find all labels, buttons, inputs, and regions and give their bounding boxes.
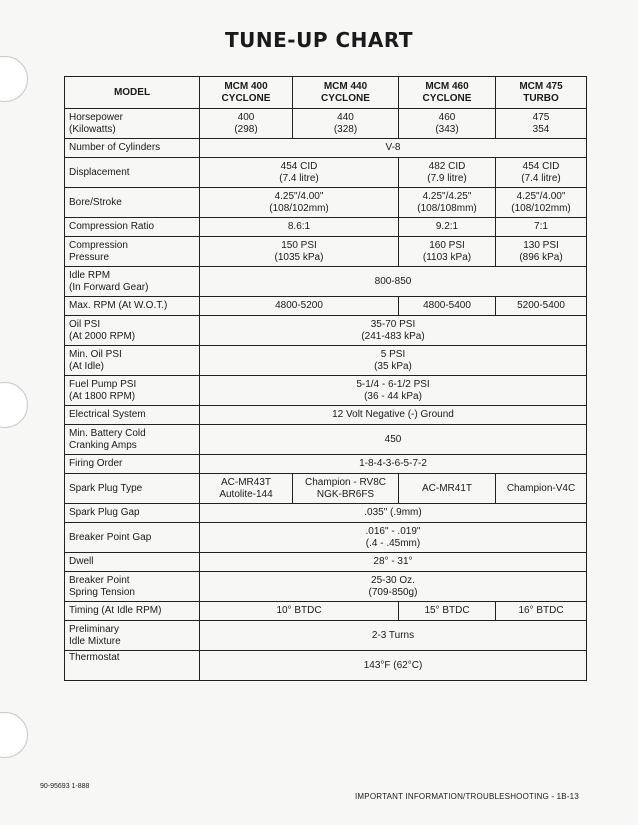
row-oil-psi xyxy=(65,316,587,346)
label-bore-stroke: Bore/Stroke xyxy=(65,188,200,218)
page-title: TUNE-UP CHART xyxy=(225,28,413,52)
label-compression-ratio: Compression Ratio xyxy=(65,218,200,237)
idle-rpm-value: 800-850 xyxy=(200,267,587,297)
max-rpm-mcm475: 5200-5400 xyxy=(496,297,587,316)
spark-plug-mcm460: AC-MR41T xyxy=(399,474,496,504)
row-plug-gap xyxy=(65,504,587,523)
label-spring-tension: Breaker Point Spring Tension xyxy=(65,572,200,602)
hp-mcm475: 475 354 xyxy=(496,109,587,139)
thermostat-value: 143°F (62°C) xyxy=(200,651,587,681)
header-mcm475: MCM 475 TURBO xyxy=(496,77,587,109)
compression-ratio-mcm460: 9.2:1 xyxy=(399,218,496,237)
displacement-mcm475: 454 CID (7.4 litre) xyxy=(496,158,587,188)
timing-mcm460: 15° BTDC xyxy=(399,602,496,621)
label-displacement: Displacement xyxy=(65,158,200,188)
label-oil-psi: Oil PSI (At 2000 RPM) xyxy=(65,316,200,346)
hp-mcm460: 460 (343) xyxy=(399,109,496,139)
page-footer: IMPORTANT INFORMATION/TROUBLESHOOTING - 1B-13 xyxy=(355,792,579,801)
row-min-oil-psi xyxy=(65,346,587,376)
label-min-oil-psi: Min. Oil PSI (At Idle) xyxy=(65,346,200,376)
row-dwell xyxy=(65,553,587,572)
binder-hole-top xyxy=(0,56,28,102)
header-mcm440: MCM 440 CYCLONE xyxy=(293,77,399,109)
label-electrical: Electrical System xyxy=(65,406,200,425)
label-compression-pressure: Compression Pressure xyxy=(65,237,200,267)
label-fuel-pump: Fuel Pump PSI (At 1800 RPM) xyxy=(65,376,200,406)
timing-mcm475: 16° BTDC xyxy=(496,602,587,621)
label-dwell: Dwell xyxy=(65,553,200,572)
row-spark-plug-type xyxy=(65,474,587,504)
displacement-mcm400-440: 454 CID (7.4 litre) xyxy=(200,158,399,188)
breaker-gap-value: .016" - .019" (.4 - .45mm) xyxy=(200,523,587,553)
row-displacement xyxy=(65,158,587,188)
plug-gap-value: .035" (.9mm) xyxy=(200,504,587,523)
compression-ratio-mcm475: 7:1 xyxy=(496,218,587,237)
row-max-rpm xyxy=(65,297,587,316)
row-horsepower xyxy=(65,109,587,139)
row-cranking-amps xyxy=(65,425,587,455)
row-thermostat xyxy=(65,651,587,681)
label-timing: Timing (At Idle RPM) xyxy=(65,602,200,621)
header-model: MODEL xyxy=(65,77,200,109)
max-rpm-mcm400-440: 4800-5200 xyxy=(200,297,399,316)
document-number: 90-95693 1-888 xyxy=(40,783,90,790)
label-breaker-gap: Breaker Point Gap xyxy=(65,523,200,553)
compression-pressure-mcm475: 130 PSI (896 kPa) xyxy=(496,237,587,267)
idle-mixture-value: 2-3 Turns xyxy=(200,621,587,651)
row-idle-rpm xyxy=(65,267,587,297)
oil-psi-value: 35-70 PSI (241-483 kPa) xyxy=(200,316,587,346)
label-firing-order: Firing Order xyxy=(65,455,200,474)
firing-order-value: 1-8-4-3-6-5-7-2 xyxy=(200,455,587,474)
cylinders-value: V-8 xyxy=(200,139,587,158)
hp-mcm400: 400 (298) xyxy=(200,109,293,139)
row-firing-order xyxy=(65,455,587,474)
compression-pressure-mcm400-440: 150 PSI (1035 kPa) xyxy=(200,237,399,267)
spring-tension-value: 25-30 Oz. (709-850g) xyxy=(200,572,587,602)
hp-mcm440: 440 (328) xyxy=(293,109,399,139)
label-plug-gap: Spark Plug Gap xyxy=(65,504,200,523)
label-idle-rpm: Idle RPM (In Forward Gear) xyxy=(65,267,200,297)
binder-hole-bottom xyxy=(0,712,28,758)
tune-up-table xyxy=(64,76,587,681)
row-timing xyxy=(65,602,587,621)
bore-mcm460: 4.25"/4.25" (108/108mm) xyxy=(399,188,496,218)
header-mcm460: MCM 460 CYCLONE xyxy=(399,77,496,109)
displacement-mcm460: 482 CID (7.9 litre) xyxy=(399,158,496,188)
spark-plug-mcm475: Champion-V4C xyxy=(496,474,587,504)
timing-mcm400-440: 10° BTDC xyxy=(200,602,399,621)
header-mcm400: MCM 400 CYCLONE xyxy=(200,77,293,109)
row-compression-pressure xyxy=(65,237,587,267)
dwell-value: 28° - 31° xyxy=(200,553,587,572)
max-rpm-mcm460: 4800-5400 xyxy=(399,297,496,316)
row-breaker-gap xyxy=(65,523,587,553)
row-compression-ratio xyxy=(65,218,587,237)
row-bore-stroke xyxy=(65,188,587,218)
label-thermostat: Thermostat xyxy=(65,651,200,681)
compression-pressure-mcm460: 160 PSI (1103 kPa) xyxy=(399,237,496,267)
bore-mcm475: 4.25"/4.00" (108/102mm) xyxy=(496,188,587,218)
row-spring-tension xyxy=(65,572,587,602)
row-fuel-pump xyxy=(65,376,587,406)
label-cylinders: Number of Cylinders xyxy=(65,139,200,158)
row-cylinders xyxy=(65,139,587,158)
row-idle-mixture xyxy=(65,621,587,651)
row-electrical xyxy=(65,406,587,425)
cranking-amps-value: 450 xyxy=(200,425,587,455)
fuel-pump-value: 5-1/4 - 6-1/2 PSI (36 - 44 kPa) xyxy=(200,376,587,406)
compression-ratio-mcm400-440: 8.6:1 xyxy=(200,218,399,237)
binder-hole-middle xyxy=(0,382,28,428)
min-oil-psi-value: 5 PSI (35 kPa) xyxy=(200,346,587,376)
label-max-rpm: Max. RPM (At W.O.T.) xyxy=(65,297,200,316)
header-row xyxy=(65,77,587,109)
label-horsepower: Horsepower (Kilowatts) xyxy=(65,109,200,139)
bore-mcm400-440: 4.25"/4.00" (108/102mm) xyxy=(200,188,399,218)
electrical-value: 12 Volt Negative (-) Ground xyxy=(200,406,587,425)
label-spark-plug-type: Spark Plug Type xyxy=(65,474,200,504)
label-cranking-amps: Min. Battery Cold Cranking Amps xyxy=(65,425,200,455)
label-idle-mixture: Preliminary Idle Mixture xyxy=(65,621,200,651)
spark-plug-mcm400: AC-MR43T Autolite-144 xyxy=(200,474,293,504)
spark-plug-mcm440: Champion - RV8C NGK-BR6FS xyxy=(293,474,399,504)
